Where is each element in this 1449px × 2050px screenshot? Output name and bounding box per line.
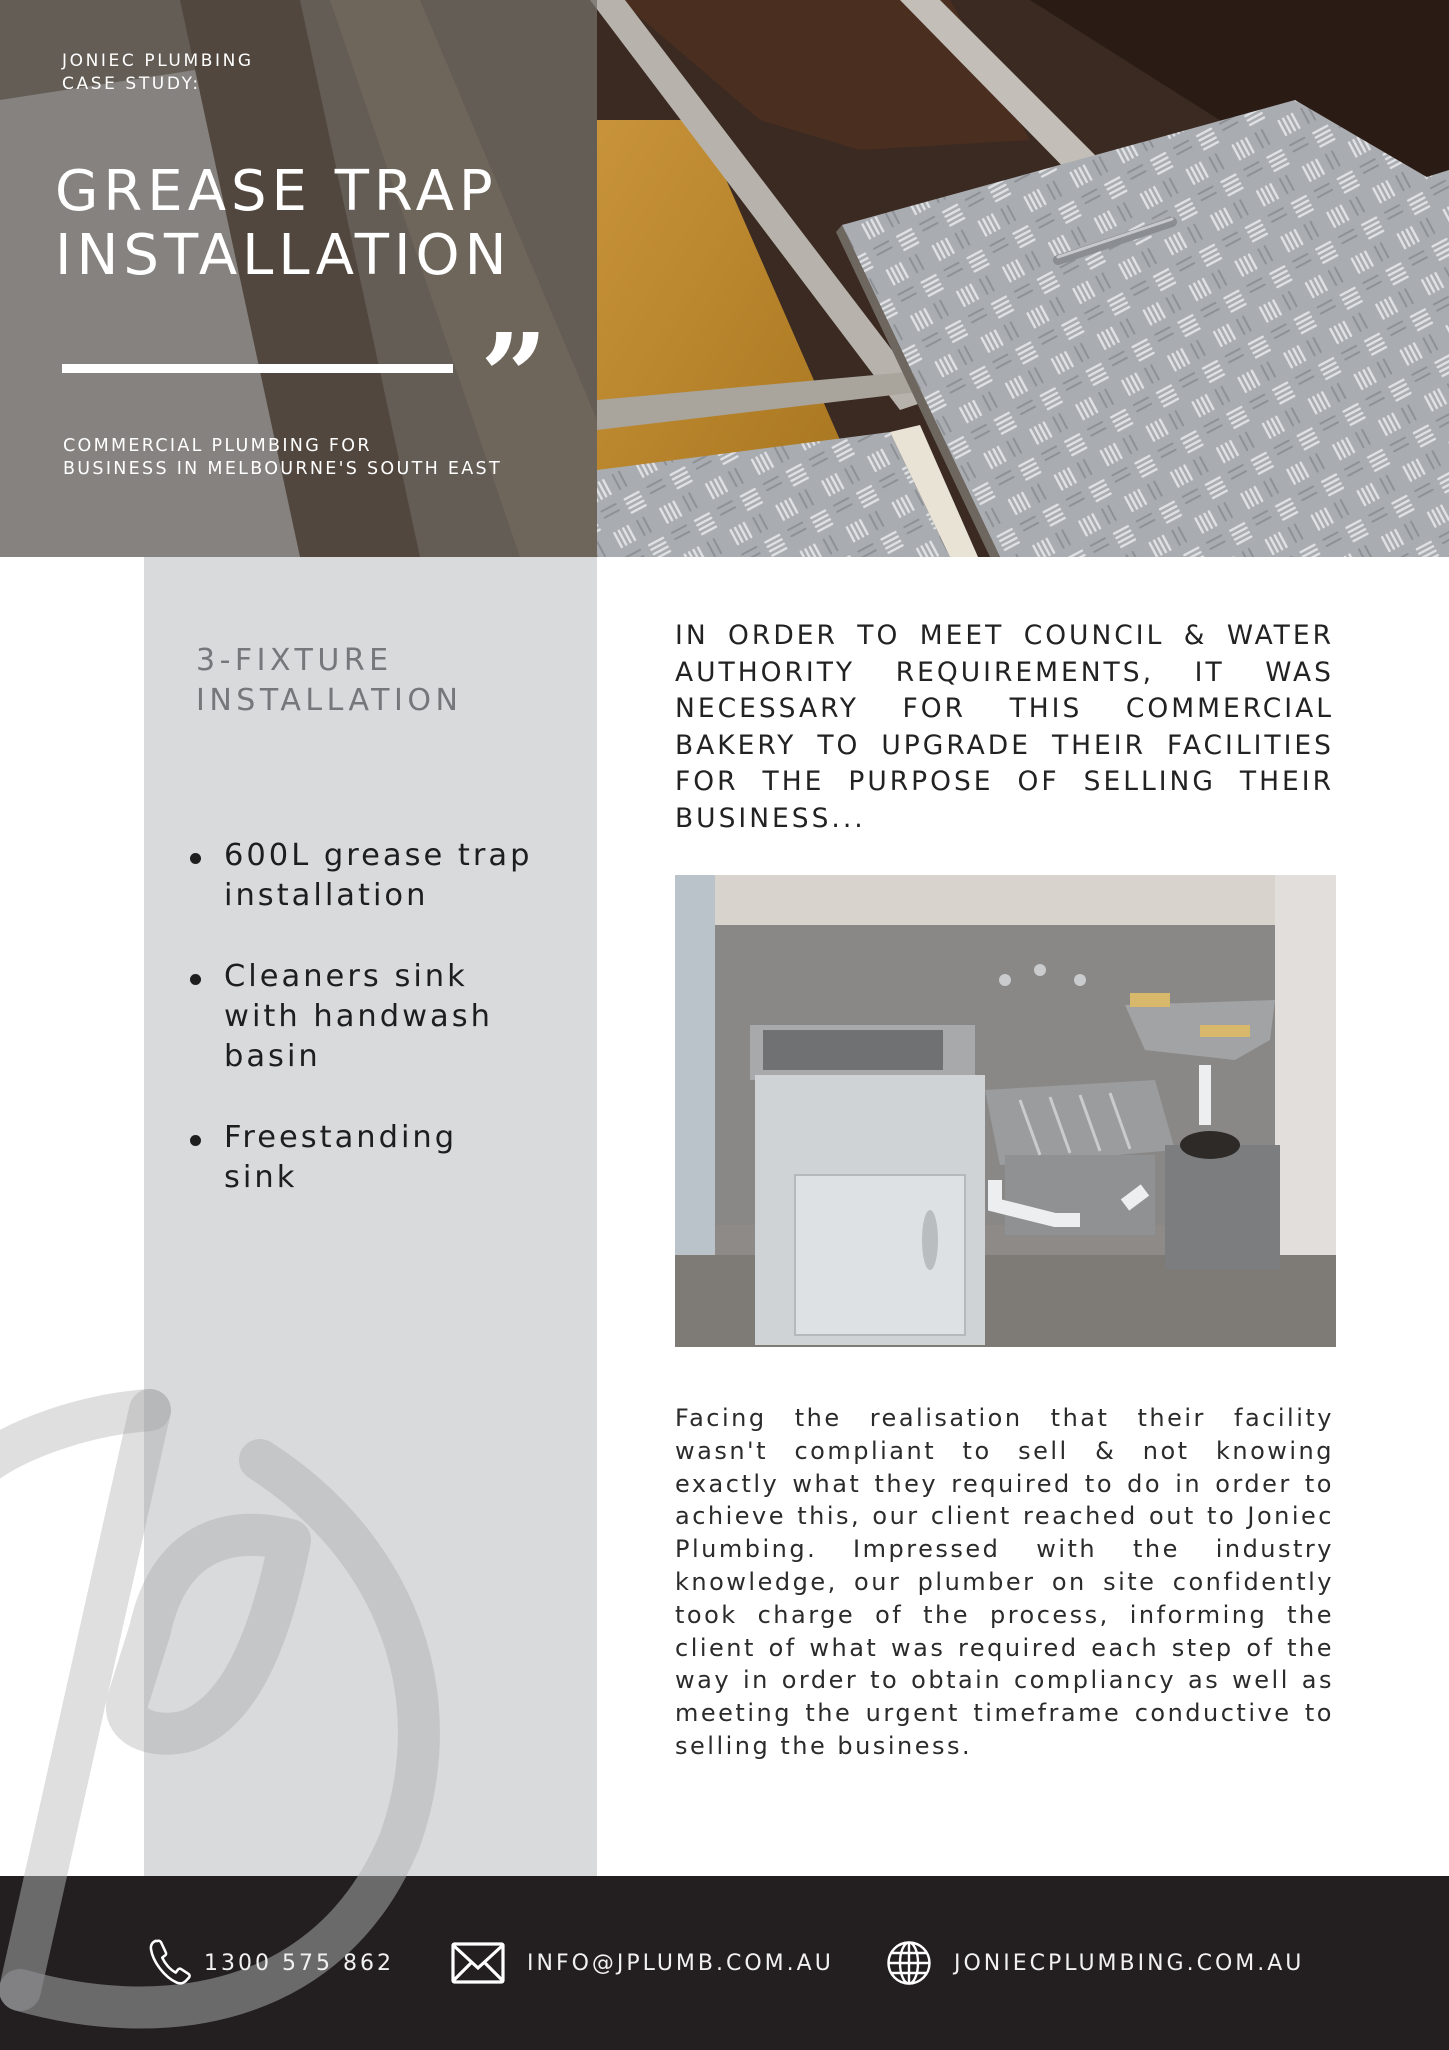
page-title — [55, 160, 511, 288]
fixture-heading-line-1: 3-FIXTURE — [196, 643, 393, 678]
bullet-icon — [190, 853, 201, 864]
phone-icon — [144, 1935, 200, 1991]
title-divider — [62, 364, 453, 373]
case-study-label: CASE STUDY: — [62, 74, 201, 94]
hero-banner — [0, 0, 1449, 557]
phone-number: 1300 575 862 — [204, 1950, 394, 1976]
phone-link[interactable] — [144, 1876, 394, 2050]
list-item-text: Cleaners sink — [224, 959, 468, 994]
list-item-text: basin — [224, 1039, 321, 1074]
globe-icon — [886, 1940, 932, 1986]
list-item — [190, 957, 590, 1077]
company-name: JONIEC PLUMBING — [62, 51, 254, 71]
bullet-icon — [190, 974, 201, 985]
subtitle-line-2: BUSINESS IN MELBOURNE'S SOUTH EAST — [63, 459, 502, 479]
contact-footer — [0, 1876, 1449, 2050]
list-item — [190, 836, 590, 916]
website-url: JONIECPLUMBING.COM.AU — [954, 1950, 1305, 1976]
hero-text-block — [0, 0, 597, 557]
list-item — [190, 1118, 590, 1198]
fixture-heading — [196, 641, 462, 721]
list-item-text: 600L grease trap — [224, 838, 533, 873]
email-link[interactable] — [451, 1876, 834, 2050]
intro-statement: IN ORDER TO MEET COUNCIL & WATER AUTHORITY REQUIREMENTS, IT WAS NECESSARY FOR THIS COMMERCIAL BAKERY TO UPGRADE THEIR FACILITIES FOR THE PURPOSE OF SELLING THEIR BUSINESS... — [675, 620, 1334, 834]
title-line-1: GREASE TRAP — [55, 159, 498, 224]
hero-subtitle — [63, 435, 502, 481]
fixture-list — [190, 836, 590, 1239]
list-item-text: sink — [224, 1160, 298, 1195]
list-item-text: with handwash — [224, 999, 493, 1034]
list-item-text: installation — [224, 878, 429, 913]
case-study-body: Facing the realisation that their facility wasn't compliant to sell & not knowing exactly what they required to do in order to achieve this, our client reached out to Joniec Plumbing. Impressed with the industry knowledge, our plumber on site confidently took charge of the process, informing the client of what was required each step of the way in order to obtain compliancy as well as meeting the urgent timeframe conductive to selling the business. — [675, 1404, 1334, 1760]
fixture-heading-line-2: INSTALLATION — [196, 683, 463, 718]
subtitle-line-1: COMMERCIAL PLUMBING FOR — [63, 436, 372, 456]
quote-mark-icon: ” — [480, 307, 542, 446]
website-link[interactable] — [886, 1876, 1304, 2050]
sink-installation-image — [675, 875, 1336, 1347]
installation-photo — [675, 875, 1336, 1347]
envelope-icon — [451, 1942, 505, 1984]
case-study-eyebrow — [62, 50, 254, 96]
list-item-text: Freestanding — [224, 1120, 458, 1155]
email-address: INFO@JPLUMB.COM.AU — [527, 1950, 834, 1976]
bullet-icon — [190, 1135, 201, 1146]
title-line-2: INSTALLATION — [55, 223, 512, 288]
